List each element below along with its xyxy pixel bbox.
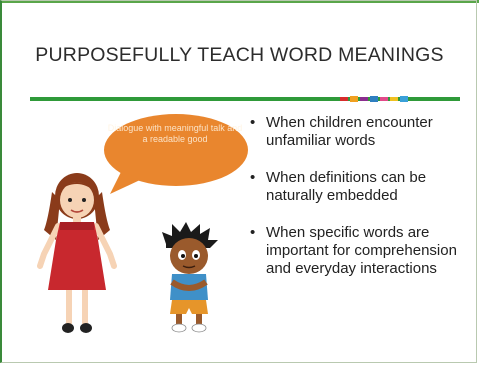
bullet-dot: • [250,114,256,131]
bullet-item [248,224,468,278]
bullet-text: When specific words are important for comprehension and everyday interactions [266,224,457,277]
bullet-dot: • [250,169,256,186]
bullet-dot: • [250,224,256,241]
bullet-list [248,114,468,297]
decorative-color-strip [340,95,415,103]
teacher-illustration [30,170,125,338]
bullet-item [248,114,468,150]
bullet-text: When definitions can be naturally embedded [266,169,427,204]
slide-title: PURPOSEFULLY TEACH WORD MEANINGS [35,44,444,66]
bullet-text: When children encounter unfamiliar words [266,114,433,149]
speech-bubble-text: Dialogue with meaningful talk and a readable good [107,123,243,144]
bullet-item [248,169,468,205]
child-illustration [158,222,222,334]
